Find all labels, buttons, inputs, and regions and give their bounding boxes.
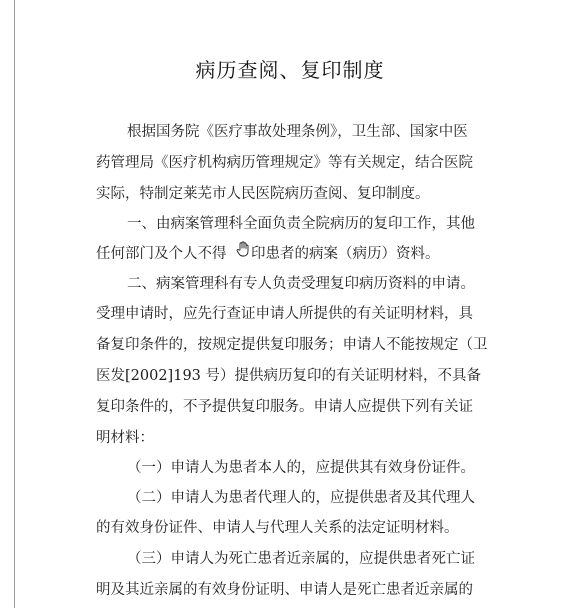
paragraph-line: （一）申请人为患者本人的，应提供其有效身份证件。 <box>127 460 475 476</box>
paragraph-line: 实际，特制定莱芜市人民医院病历查阅、复印制度。 <box>96 186 430 202</box>
paragraph-line: 明材料： <box>96 430 154 446</box>
paragraph-line: 任何部门及个人不得 <box>96 246 227 262</box>
paragraph-line: 一、由病案管理科全面负责全院病历的复印工作，其他 <box>127 216 475 232</box>
paragraph-line: 医发[2002]193 号）提供病历复印的有关证明材料，不具备 <box>96 368 481 384</box>
paragraph-line: 二、病案管理科有专人负责受理复印病历资料的申请。 <box>127 276 475 292</box>
paragraph-line: 受理申请时，应先行查证申请人所提供的有关证明材料，具 <box>96 306 473 322</box>
paragraph-line: 的有效身份证件、申请人与代理人关系的法定证明材料。 <box>96 520 459 536</box>
paragraph-line: 印患者的病案（病历）资料。 <box>251 246 440 262</box>
hand-cursor-icon <box>236 241 250 257</box>
paragraph-line: 根据国务院《医疗事故处理条例》，卫生部、国家中医 <box>127 124 468 140</box>
paragraph-line: 备复印条件的，按规定提供复印服务；申请人不能按规定（卫 <box>96 337 488 353</box>
page-left-border <box>14 0 15 608</box>
paragraph-line: 药管理局《医疗机构病历管理规定》等有关规定，结合医院 <box>96 155 473 171</box>
document-title: 病历查阅、复印制度 <box>195 58 385 82</box>
paragraph-line: （三）申请人为死亡患者近亲属的，应提供患者死亡证 <box>127 551 475 567</box>
paragraph-line: （二）申请人为患者代理人的，应提供患者及其代理人 <box>127 490 475 506</box>
paragraph-line: 复印条件的，不予提供复印服务。申请人应提供下列有关证 <box>96 399 473 415</box>
paragraph-line: 明及其近亲属的有效身份证明、申请人是死亡患者近亲属的 <box>96 582 473 598</box>
